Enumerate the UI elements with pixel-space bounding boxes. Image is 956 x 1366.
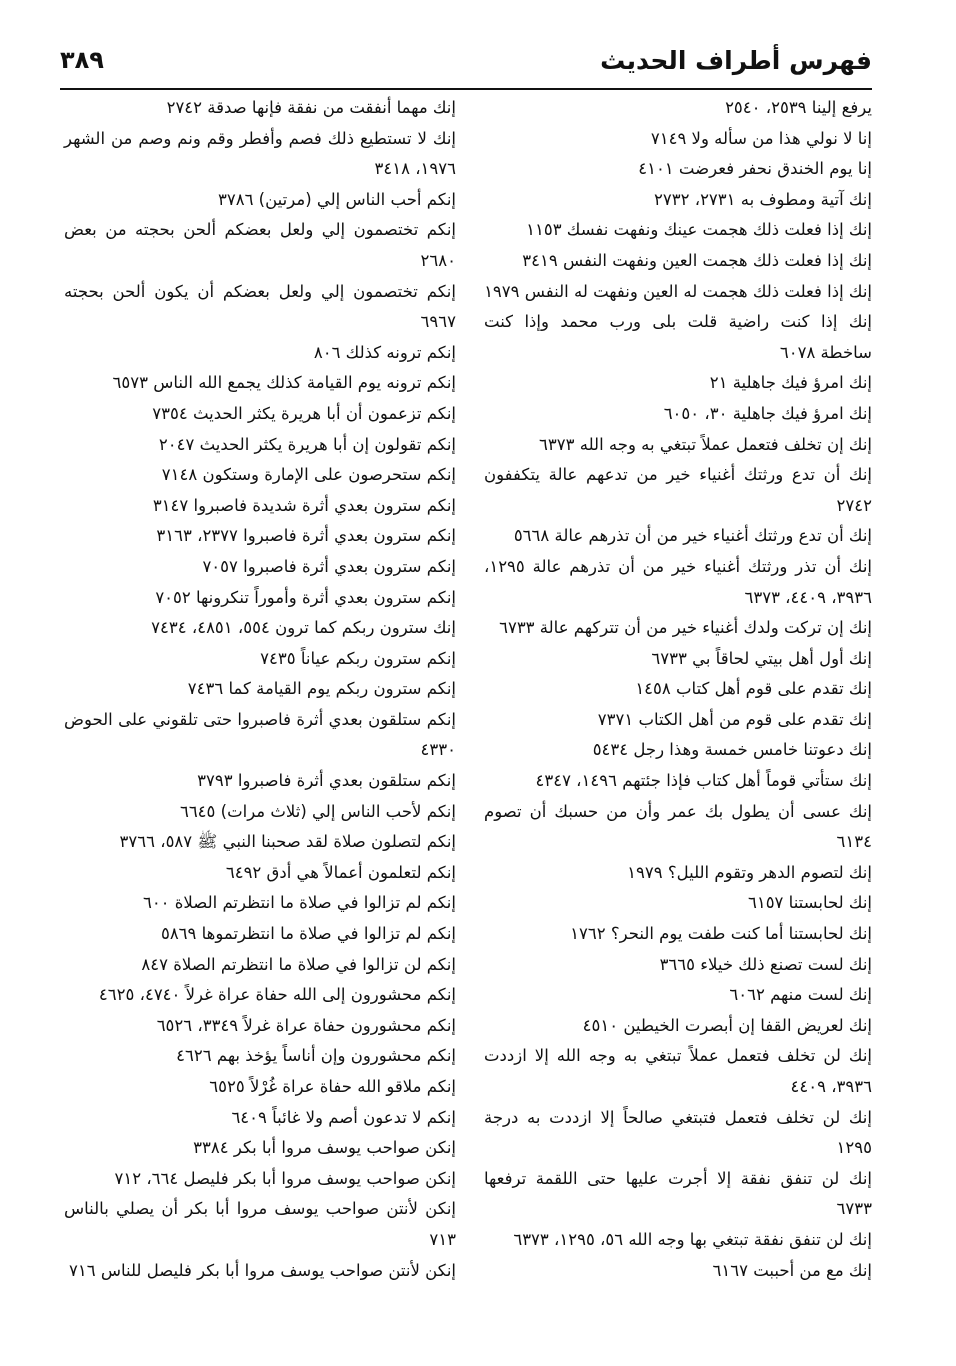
index-entry — [484, 613, 872, 644]
entry-text: إنكم ستلقون بعدي أثرة فاصبروا حتى تلقوني على الحوض ٤٣٣٠ — [64, 709, 456, 760]
entry-text: إنكم سترون بعدي أثرة وأموراً تنكرونها ٧٠٥٢ — [155, 587, 456, 607]
index-entry — [484, 430, 872, 461]
index-entry — [484, 980, 872, 1011]
entry-text: إنكم ملاقو الله حفاة عراة غُرْلاً ٦٥٢٥ — [209, 1077, 456, 1096]
index-entry — [64, 491, 456, 522]
entry-text: إنك امرؤ فيك جاهلية ٢١ — [709, 373, 872, 393]
entry-text: إنكم ستلقون بعدي أثرة فاصبروا ٣٧٩٣ — [197, 771, 456, 791]
index-entry — [484, 705, 872, 736]
entry-text: إنك لحابستنا ٦١٥٧ — [747, 893, 872, 913]
entry-text: يرفع إلينا ٢٥٣٩، ٢٥٤٠ — [725, 98, 872, 117]
entry-text: إنك آتية ومطوف به ٢٧٣١، ٢٧٣٢ — [654, 189, 872, 209]
index-entry — [484, 460, 872, 521]
index-entry — [484, 644, 872, 675]
entry-text: إنك عسى أن يطول بك عمر وأن من حسبك أن تصوم ٦١٣٤ — [484, 801, 872, 852]
entry-text: إنك مع من أحببت ٦١٦٧ — [712, 1260, 872, 1280]
entry-text: إنكم ستحرصون على الإمارة وستكون ٧١٤٨ — [161, 465, 456, 485]
index-entry — [484, 277, 872, 308]
entry-text: إنكم تقولون إن أبا هريرة يكثر الحديث ٢٠٤٧ — [158, 434, 456, 454]
entry-text: إنكم لا تدعون أصم ولا غائباً ٦٤٠٩ — [231, 1107, 456, 1127]
entry-text: إنك مهما أنفقت من نفقة فإنها صدقة ٢٧٤٢ — [166, 98, 456, 117]
page-title: فهرس أطراف الحديث — [600, 46, 872, 75]
entry-text: إنكم تزعمون أن أبا هريرة يكثر الحديث ٧٣٥٤ — [152, 403, 456, 423]
left-column — [64, 93, 456, 1286]
index-entry — [64, 399, 456, 430]
index-entry — [64, 1103, 456, 1134]
index-entry — [64, 1041, 456, 1072]
index-entry — [64, 277, 456, 338]
entry-text: إنك امرؤ فيك جاهلية ٣٠، ٦٠٥٠ — [663, 403, 872, 423]
index-entry — [484, 521, 872, 552]
entry-text: إنكم ترونه كذلك ٨٠٦ — [313, 342, 456, 362]
index-entry — [484, 919, 872, 950]
entry-text: إنكم سترون بعدي أثرة فاصبروا ٢٣٧٧، ٣١٦٣ — [156, 526, 456, 546]
entry-text: إنك أول أهل بيتي لحاقاً بي ٦٧٣٣ — [651, 648, 872, 668]
index-entry — [64, 674, 456, 705]
entry-text: إنك أن تدع ورثتك أغنياء خير من أن تذرهم عالة ٥٦٦٨ — [513, 526, 872, 546]
entry-text: إنك إن تخلف فتعمل عملاً تبتغي به وجه الله ٦٣٧٣ — [539, 434, 872, 454]
index-entry — [484, 246, 872, 277]
entry-text: إنكم لم تزالوا في صلاة ما انتظرتموها ٥٨٦٩ — [160, 924, 456, 944]
index-entry — [484, 888, 872, 919]
entry-text: إنك إذا فعلت ذلك هجمت عينك ونفهت نفسك ١١٥٣ — [526, 220, 872, 240]
index-entry — [64, 521, 456, 552]
index-entry — [64, 1164, 456, 1195]
index-entry — [64, 613, 456, 644]
index-entry — [64, 950, 456, 981]
index-entry — [64, 1072, 456, 1103]
entry-text: إنك لتصوم الدهر وتقوم الليل؟ ١٩٧٩ — [627, 862, 872, 882]
index-entry — [484, 1225, 872, 1256]
index-entry — [64, 705, 456, 766]
index-entry — [64, 185, 456, 216]
entry-text: إنك أن تذر ورثتك أغنياء خير من أن تذرهم عالة ١٢٩٥، ٣٩٣٦، ٤٤٠٩، ٦٣٧٣ — [484, 556, 872, 607]
entry-text: إنك سترون ربكم كما ترون ٥٥٤، ٤٨٥١، ٧٤٣٤ — [151, 618, 456, 638]
entry-text: إنك لن تخلف فتعمل فتبتغي صالحاً إلا ازددت به درجة ١٢٩٥ — [484, 1107, 872, 1158]
entry-text: إنكم لتعلمون أعمالاً هي أدق ٦٤٩٢ — [225, 862, 456, 882]
index-entry — [484, 735, 872, 766]
index-entry — [484, 1103, 872, 1164]
index-entry — [484, 1164, 872, 1225]
index-entry — [64, 552, 456, 583]
entry-text: إنك لست تصنع ذلك خيلاء ٣٦٦٥ — [659, 954, 872, 974]
entry-text: إنك دعوتنا خامس خمسة وهذا رجل ٥٤٣٤ — [592, 740, 872, 760]
entry-text: إنكم سترون بعدي أثرة شديدة فاصبروا ٣١٤٧ — [152, 495, 456, 515]
entry-text: إنك لحابستنا أما كنت طفت يوم النحر؟ ١٧٦٢ — [570, 924, 872, 944]
index-entry — [64, 215, 456, 276]
entry-text: إنا لا نولي هذا من سأله ولا ٧١٤٩ — [650, 128, 872, 148]
index-entry — [64, 858, 456, 889]
index-entry — [64, 583, 456, 614]
index-entry — [64, 460, 456, 491]
index-entry — [484, 858, 872, 889]
index-entry — [484, 399, 872, 430]
entry-text: إنك إذا فعلت ذلك هجمت له العين ونفهت له النفس ١٩٧٩ — [484, 281, 872, 301]
index-entry — [64, 430, 456, 461]
index-entry — [484, 766, 872, 797]
index-entry — [64, 919, 456, 950]
index-entry — [484, 950, 872, 981]
index-entry — [64, 980, 456, 1011]
entry-text: إنك تقدم على قوم أهل كتاب ١٤٥٨ — [635, 679, 872, 699]
index-entry — [64, 93, 456, 124]
index-entry — [484, 154, 872, 185]
index-entry — [64, 644, 456, 675]
entry-text: إنك إذا كنت راضية قلت بلى ورب محمد وإذا كنت ساخطة ٦٠٧٨ — [484, 312, 872, 362]
entry-text: إنكن صواحب يوسف مروا أبا بكر ٣٣٨٤ — [193, 1138, 456, 1158]
entry-text: إنكم محشورون وإن أناساً يؤخذ بهم ٤٦٢٦ — [176, 1046, 456, 1066]
page-number: ٣٨٩ — [60, 46, 104, 74]
entry-text: إنكم سترون ربكم يوم القيامة كما ٧٤٣٦ — [187, 679, 456, 699]
index-entry — [64, 1133, 456, 1164]
index-entry — [64, 124, 456, 185]
entry-text: إنكم لأحب الناس إلي (ثلاث مرات) ٦٦٤٥ — [179, 801, 456, 821]
index-entry — [484, 185, 872, 216]
index-entry — [484, 215, 872, 246]
entry-text: إنكم محشورون إلى الله حفاة عراة غرلاً ٤٧٤٠، ٤٦٢٥ — [98, 985, 456, 1005]
index-entry — [484, 368, 872, 399]
entry-text: إنك لعريض القفا إن أبصرت الخيطين ٤٥١٠ — [582, 1015, 872, 1035]
index-entry — [484, 93, 872, 124]
index-entry — [64, 1194, 456, 1255]
entry-text: إنكن لأنتن صواحب يوسف مروا أبا بكر أن يصلي بالناس ٧١٣ — [64, 1199, 456, 1249]
entry-text: إنكن لأنتن صواحب يوسف مروا أبا بكر فليصل للناس ٧١٦ — [68, 1260, 456, 1280]
index-entry — [484, 1256, 872, 1287]
index-entry — [64, 797, 456, 828]
index-entry — [64, 827, 456, 858]
index-entry — [484, 307, 872, 368]
entry-text: إنكم سترون ربكم عياناً ٧٤٣٥ — [260, 648, 456, 668]
entry-text: إنك تقدم على قوم من أهل الكتاب ٧٣٧١ — [597, 709, 872, 729]
entry-text: إنكم لن تزالوا في صلاة ما انتظرتم الصلاة ٨٤٧ — [141, 954, 456, 974]
index-entry — [64, 766, 456, 797]
index-entry — [484, 124, 872, 155]
page-header — [60, 40, 872, 90]
entry-text: إنكم ترونه يوم القيامة كذلك يجمع الله الناس ٦٥٧٣ — [112, 373, 456, 393]
entry-text: إنكم تختصمون إلي ولعل بعضكم ألحن بحجته من بعض ٢٦٨٠ — [64, 220, 456, 270]
index-entry — [64, 1011, 456, 1042]
entry-text: إنا يوم الخندق نحفر فعرضت ٤١٠١ — [638, 159, 872, 179]
index-entry — [484, 674, 872, 705]
index-entry — [64, 888, 456, 919]
index-entry — [64, 368, 456, 399]
entry-text: إنكم سترون بعدي أثرة فاصبروا ٧٠٥٧ — [202, 556, 456, 576]
entry-text: إنك لن تنفق نفقة تبتغي بها وجه الله ٥٦، ١٢٩٥، ٦٣٧٣ — [513, 1229, 872, 1249]
entry-text: إنكم لتصلون صلاة لقد صحبنا النبي ﷺ ٥٨٧، ٣٧٦٦ — [119, 832, 456, 852]
index-entry — [484, 552, 872, 613]
entry-text: إنكم أحب الناس إلي (مرتين) ٣٧٨٦ — [217, 189, 456, 209]
entry-text: إنك لا تستطيع ذلك فصم وأفطر وقم ونم وصم من الشهر ١٩٧٦، ٣٤١٨ — [64, 128, 456, 179]
index-entry — [484, 1041, 872, 1102]
entry-text: إنك لن تخلف فتعمل عملاً تبتغي به وجه الله إلا ازددت ٣٩٣٦، ٤٤٠٩ — [484, 1046, 872, 1096]
entry-text: إنك لست منهم ٦٠٦٢ — [729, 985, 872, 1005]
index-entry — [484, 1011, 872, 1042]
entry-text: إنكم تختصمون إلي ولعل بعضكم أن يكون ألحن بحجته ٦٩٦٧ — [64, 281, 456, 332]
entry-text: إنك إذا فعلت ذلك هجمت العين ونفهت النفس ٣٤١٩ — [522, 250, 872, 270]
entry-text: إنكم لم تزالوا في صلاة ما انتظرتم الصلاة ٦٠٠ — [142, 893, 456, 913]
entry-text: إنكن صواحب يوسف مروا أبا بكر فليصل ٦٦٤، ٧١٢ — [114, 1168, 456, 1188]
entry-text: إنك إن تركت ولدك أغنياء خير من أن تتركهم عالة ٦٧٣٣ — [499, 618, 872, 638]
index-entry — [484, 797, 872, 858]
right-column — [484, 93, 872, 1286]
entry-text: إنك ستأتي قوماً أهل كتاب فإذا جئتهم ١٤٩٦، ٤٣٤٧ — [535, 771, 872, 791]
index-entry — [64, 1256, 456, 1287]
index-entry — [64, 338, 456, 369]
entry-text: إنك أن تدع ورثتك أغنياء خير من تدعهم عالة يتكففون ٢٧٤٢ — [484, 465, 872, 515]
entry-text: إنكم محشورون حفاة عراة غرلاً ٣٣٤٩، ٦٥٢٦ — [156, 1015, 456, 1035]
entry-text: إنك لن تنفق نفقة إلا أجرت عليها حتى اللقمة ترفعها ٦٧٣٣ — [484, 1168, 872, 1219]
